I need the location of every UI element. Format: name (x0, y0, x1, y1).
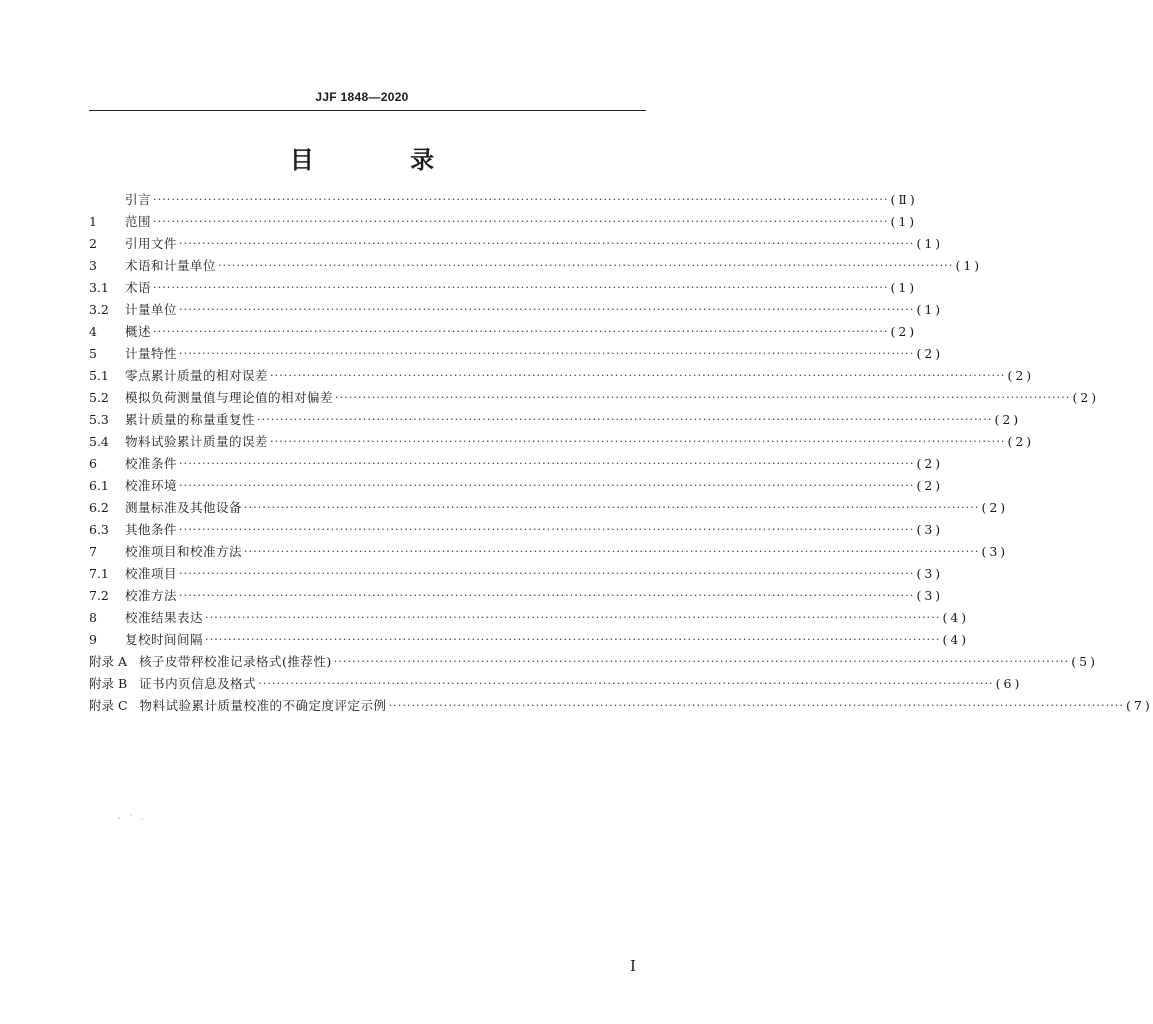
page-title: 目 录 (289, 146, 479, 174)
toc-entry-page: (2) (916, 345, 944, 361)
toc-entry[interactable] (89, 606, 970, 628)
dot-leader: ································································································································································ (153, 214, 889, 228)
toc-entry[interactable] (89, 540, 1009, 562)
toc-entry-title: 校准项目 (125, 566, 178, 581)
toc-entry[interactable] (89, 320, 918, 342)
toc-entry-number: 附录 B (89, 676, 128, 691)
toc-entry-title: 校准项目和校准方法 (125, 544, 243, 559)
dot-leader: ································································································································································ (179, 302, 915, 316)
dot-leader: ································································································································································ (218, 258, 954, 272)
toc-entry-number: 5.2 (89, 389, 109, 405)
toc-entry-number: 5.1 (89, 367, 109, 383)
toc-entry-page: (3) (916, 521, 944, 537)
toc-entry-title: 校准方法 (125, 588, 178, 603)
dot-leader: ································································································································································ (179, 522, 915, 536)
dot-leader: ································································································································································ (205, 610, 941, 624)
table-of-contents (89, 188, 1153, 716)
toc-entry-title: 校准结果表达 (125, 610, 204, 625)
toc-entry-page: (1) (890, 279, 918, 295)
toc-entry-number: 附录 C (89, 698, 128, 713)
toc-entry-title: 术语和计量单位 (125, 258, 217, 273)
toc-entry-page: (2) (890, 323, 918, 339)
toc-entry-title: 物料试验累计质量校准的不确定度评定示例 (139, 698, 387, 713)
toc-entry-number: 5.3 (89, 411, 109, 427)
toc-entry[interactable] (89, 628, 970, 650)
toc-entry-number: 9 (89, 631, 97, 647)
toc-entry-number: 2 (89, 235, 97, 251)
toc-entry-page: (3) (916, 587, 944, 603)
toc-entry[interactable] (89, 386, 1100, 408)
toc-entry-number: 6.3 (89, 521, 109, 537)
toc-entry-number: 1 (89, 213, 97, 229)
toc-entry[interactable] (89, 474, 944, 496)
toc-entry[interactable] (89, 452, 944, 474)
toc-entry[interactable] (89, 650, 1098, 672)
document-code: JJF 1848—2020 (315, 90, 409, 104)
toc-entry-title: 范围 (125, 214, 152, 229)
toc-entry[interactable] (89, 232, 944, 254)
dot-leader: ································································································································································ (270, 368, 1006, 382)
toc-entry[interactable] (89, 298, 944, 320)
toc-entry-number: 8 (89, 609, 97, 625)
toc-entry-title: 核子皮带秤校准记录格式(推荐性) (139, 654, 332, 669)
toc-entry-page: (1) (955, 257, 983, 273)
header-rule (89, 110, 646, 111)
toc-entry-page: (2) (1007, 367, 1035, 383)
dot-leader: ································································································································································ (153, 192, 889, 206)
toc-entry-page: (2) (981, 499, 1009, 515)
toc-entry[interactable] (89, 430, 1035, 452)
toc-entry[interactable] (89, 562, 944, 584)
toc-entry[interactable] (89, 408, 1022, 430)
toc-entry-page: (4) (942, 609, 970, 625)
toc-entry-title: 物料试验累计质量的误差 (125, 434, 269, 449)
dot-leader: ································································································································································ (179, 456, 915, 470)
toc-entry-title: 计量单位 (125, 302, 178, 317)
toc-entry[interactable] (89, 694, 1153, 716)
toc-entry[interactable] (89, 254, 983, 276)
toc-entry[interactable] (89, 276, 918, 298)
toc-entry-number: 4 (89, 323, 97, 339)
toc-entry-title: 引用文件 (125, 236, 178, 251)
dot-leader: ································································································································································ (270, 434, 1006, 448)
dot-leader: ································································································································································ (205, 632, 941, 646)
toc-entry-title: 其他条件 (125, 522, 178, 537)
toc-entry[interactable] (89, 342, 944, 364)
toc-entry-number: 附录 A (89, 654, 128, 669)
toc-entry-title: 模拟负荷测量值与理论值的相对偏差 (125, 390, 334, 405)
dot-leader: ································································································································································ (179, 588, 915, 602)
toc-entry[interactable] (89, 518, 944, 540)
toc-entry-page: (6) (995, 675, 1023, 691)
toc-entry-title: 累计质量的称量重复性 (125, 412, 256, 427)
toc-entry-page: (2) (1007, 433, 1035, 449)
dot-leader: ································································································································································ (179, 346, 915, 360)
scan-specks (116, 812, 146, 822)
toc-entry-number: 7.2 (89, 587, 109, 603)
toc-entry[interactable] (89, 188, 918, 210)
dot-leader: ································································································································································ (153, 280, 889, 294)
toc-entry-page: (2) (916, 455, 944, 471)
toc-entry-page: (2) (994, 411, 1022, 427)
toc-entry-title: 零点累计质量的相对误差 (125, 368, 269, 383)
toc-entry-title: 引言 (125, 192, 152, 207)
toc-entry-title: 校准环境 (125, 478, 178, 493)
toc-entry-number: 3.1 (89, 279, 109, 295)
toc-entry[interactable] (89, 584, 944, 606)
dot-leader: ································································································································································ (179, 566, 915, 580)
toc-entry-title: 测量标准及其他设备 (125, 500, 243, 515)
toc-entry-number: 3.2 (89, 301, 109, 317)
toc-entry-number: 5 (89, 345, 97, 361)
toc-entry-number: 3 (89, 257, 97, 273)
toc-entry-page: (Ⅱ) (890, 191, 918, 207)
toc-entry-number: 5.4 (89, 433, 109, 449)
toc-entry-title: 证书内页信息及格式 (139, 676, 257, 691)
toc-entry[interactable] (89, 672, 1023, 694)
dot-leader: ································································································································································ (244, 544, 980, 558)
toc-entry-page: (1) (916, 235, 944, 251)
toc-entry-number: 7 (89, 543, 97, 559)
page-folio: I (630, 957, 636, 975)
dot-leader: ································································································································································ (333, 654, 1070, 668)
toc-entry-page: (4) (942, 631, 970, 647)
toc-entry-page: (1) (890, 213, 918, 229)
toc-entry-number: 6 (89, 455, 97, 471)
toc-entry-title: 复校时间间隔 (125, 632, 204, 647)
toc-entry-title: 校准条件 (125, 456, 178, 471)
toc-entry-page: (3) (916, 565, 944, 581)
toc-entry-title: 术语 (125, 280, 152, 295)
toc-entry-title: 概述 (125, 324, 152, 339)
toc-entry-page: (2) (916, 477, 944, 493)
toc-entry-page: (1) (916, 301, 944, 317)
toc-entry[interactable] (89, 496, 1009, 518)
dot-leader: ································································································································································ (179, 236, 915, 250)
toc-entry-number: 7.1 (89, 565, 109, 581)
dot-leader: ································································································································································ (244, 500, 980, 514)
toc-entry-number: 6.2 (89, 499, 109, 515)
toc-entry-title: 计量特性 (125, 346, 178, 361)
dot-leader: ································································································································································ (388, 698, 1125, 712)
toc-entry[interactable] (89, 210, 918, 232)
dot-leader: ································································································································································ (153, 324, 889, 338)
toc-entry-number: 6.1 (89, 477, 109, 493)
toc-entry-page: (5) (1071, 653, 1098, 669)
toc-entry[interactable] (89, 364, 1035, 386)
toc-entry-page: (2) (1072, 389, 1100, 405)
toc-entry-page: (7) (1126, 697, 1153, 713)
toc-entry-page: (3) (981, 543, 1009, 559)
dot-leader: ································································································································································ (257, 412, 993, 426)
dot-leader: ································································································································································ (258, 676, 994, 690)
dot-leader: ································································································································································ (179, 478, 915, 492)
dot-leader: ································································································································································ (335, 390, 1071, 404)
